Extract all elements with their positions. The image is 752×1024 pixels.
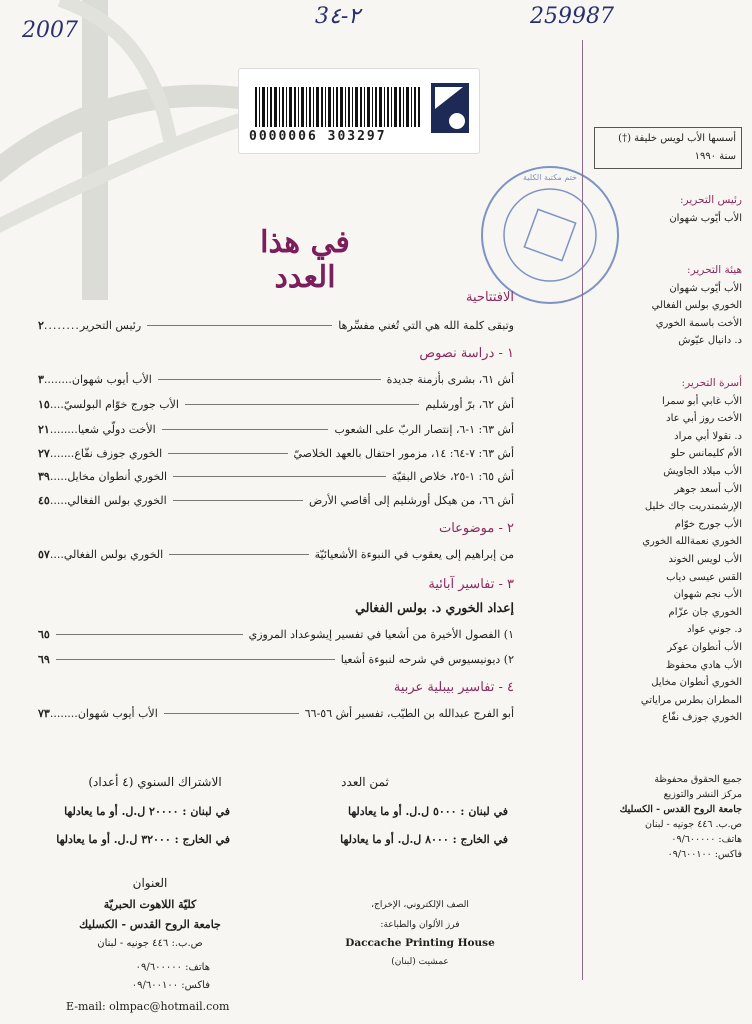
toc-page: ٣ — [38, 372, 44, 386]
page-title: في هذا العدد — [260, 225, 350, 295]
family-member: الأب غابي أبو سمرا — [661, 395, 742, 407]
toc-page: ٦٥ — [38, 627, 50, 641]
publisher-center: مركز النشر والتوزيع — [663, 789, 742, 800]
address-line1: كليّة اللاهوت الحبريّة — [103, 898, 197, 911]
subscription-abroad: في الخارج : ٣٢٠٠٠ ل.ل. أو ما يعادلها — [56, 833, 230, 846]
toc-page: ٤٥ — [38, 493, 50, 507]
price-lebanon: في لبنان : ٥٠٠٠ ل.ل. أو ما يعادلها — [347, 805, 508, 818]
toc-title: أبو الفرج عبدالله بن الطيّب، تفسير أش ٥٦-٦٦ — [304, 706, 514, 720]
printing-house: Daccache Printing House — [345, 937, 495, 949]
toc-subheading: إعداد الخوري د. بولس الفغالي — [355, 600, 514, 615]
board-member: الأخت باسمة الخوري — [655, 317, 742, 329]
toc-row: أش ٦١، بشرى بأزمنة جديدة الأب أيوب شهوان ........ ٣ — [38, 372, 514, 386]
publisher-phone: هاتف: ٠٩/٦٠٠٠٠٠ — [671, 834, 742, 845]
section-heading: الافتتاحية — [466, 290, 514, 305]
family-member: د. نقولا أبي مراد — [674, 430, 742, 442]
family-member: الأخت روز أبي عاد — [666, 413, 742, 425]
address-phone: هاتف: ٠٩/٦٠٠٠٠٠ — [135, 962, 210, 973]
stamp-text: ختم مكتبة الكلية — [522, 173, 578, 182]
toc-page: ٣٩ — [38, 469, 50, 483]
address-heading: العنوان — [132, 876, 168, 890]
publisher-section — [582, 772, 742, 862]
toc-page: ٢١ — [38, 422, 50, 436]
family-member: د. جوني عواد — [687, 624, 742, 636]
toc-page: ١٥ — [38, 397, 50, 411]
chief-editor: الأب أيّوب شهوان — [669, 212, 742, 224]
toc-page: ٥٧ — [38, 547, 50, 561]
toc-title: أش ٦٣: ٧-٦٤: ١٤، مزمور احتفال بالعهد الخلاصيّ — [293, 446, 514, 460]
chief-heading: رئيس التحرير: — [680, 194, 742, 206]
founded-year: سنة ١٩٩٠ — [694, 151, 736, 162]
barcode-label — [238, 68, 480, 154]
board-heading: هيئة التحرير: — [687, 264, 742, 276]
family-member: الخوري جان عزّام — [668, 606, 742, 618]
family-member: الخوري جوزف نفّاع — [662, 712, 742, 724]
family-section — [582, 375, 742, 727]
family-member: الخوري أنطوان مخايل — [651, 677, 742, 689]
toc-title: أش ٦٦، من هيكل أورشليم إلى أقاصي الأرض — [308, 493, 514, 507]
toc-author: الخوري جوزف نفّاع — [74, 446, 163, 460]
family-heading: أسرة التحرير: — [681, 377, 742, 389]
editor-section — [582, 192, 742, 227]
family-member: الأب أنطوان عوكر — [667, 641, 742, 653]
family-member: الأب جورج خوّام — [674, 518, 742, 530]
family-member: الأب أسعد جوهر — [674, 483, 742, 495]
toc-title: أش ٦١، بشرى بأزمنة جديدة — [386, 372, 514, 386]
section-heading: ٣ - تفاسير آبائية — [428, 577, 514, 592]
address-pobox: ص.ب.: ٤٤٦ جونيه - لبنان — [97, 938, 203, 949]
toc-title: ١) الفصول الأخيرة من أشعيا في تفسير إيشوعداد المروزي — [248, 627, 514, 641]
toc-author: الأخت دولّي شعيا — [77, 422, 156, 436]
board-member: الخوري بولس الفغالي — [651, 300, 742, 311]
toc-row: أش ٦٦، من هيكل أورشليم إلى أقاصي الأرض الخوري بولس الفغالي ..... ٤٥ — [38, 493, 514, 507]
toc-row — [38, 650, 514, 668]
toc-title: أش ٦٣: ١-٦، إنتصار الربّ على الشعوب — [334, 422, 514, 436]
family-member: القس عيسى دياب — [666, 571, 742, 583]
printing-line1: الصف الإلكتروني، الإخراج، — [371, 900, 469, 910]
toc-row: أش ٦٥: ١-٢٥، خلاص البقيّة الخوري أنطوان مخايل ..... ٣٩ — [38, 469, 514, 483]
toc-page: ٦٩ — [38, 652, 50, 666]
toc-page: ٢ — [38, 318, 44, 332]
toc-title: ٢) ديونيسيوس في شرحه لنبوءة أشعيا — [340, 652, 514, 666]
family-member: الأب هادي محفوظ — [665, 659, 742, 671]
section-heading: ١ - دراسة نصوص — [419, 346, 514, 361]
toc-title: من إبراهيم إلى يعقوب في النبوءة الأشعيائيّة — [314, 547, 514, 561]
family-member: الإرشمندريت جاك خليل — [644, 501, 742, 513]
founder-box — [594, 127, 742, 169]
toc-title: أش ٦٥: ١-٢٥، خلاص البقيّة — [391, 469, 514, 483]
publisher-fax: فاكس: ٠٩/٦٠٠١٠٠ — [667, 849, 742, 860]
toc-author: الأب أيوب شهوان — [77, 706, 158, 720]
handwritten-number: 259987 — [530, 4, 614, 29]
toc-title: وتبقى كلمة الله هي التي تُغني مفسِّرها — [338, 318, 514, 332]
family-member: الأب نجم شهوان — [673, 589, 742, 601]
address-line2: جامعة الروح القدس - الكسليك — [79, 918, 221, 931]
section-heading: ٢ - موضوعات — [438, 521, 514, 536]
toc-row: أش ٦٢، برّ أورشليم الأب جورج خوّام البولسيّ .... ١٥ — [38, 397, 514, 411]
contact-email[interactable]: E-mail: olmpac@hotmail.com — [66, 1000, 230, 1013]
founder-line: أسسها الأب لويس خليفة (†) — [618, 133, 736, 144]
family-member: الأم كليمانس حلو — [670, 448, 742, 460]
section-heading: ٤ - تفاسير بيبلية عربية — [393, 680, 514, 695]
family-member: المطران بطرس مراياتي — [640, 694, 742, 706]
toc-row: من إبراهيم إلى يعقوب في النبوءة الأشعيائيّة الخوري بولس الفغالي .... ٥٧ — [38, 547, 514, 561]
toc-author: الأب جورج خوّام البولسيّ — [63, 397, 179, 411]
toc-row: أش ٦٣: ٧-٦٤: ١٤، مزمور احتفال بالعهد الخلاصيّ الخوري جوزف نفّاع ....... ٢٧ — [38, 446, 514, 460]
toc-author: الأب أيوب شهوان — [71, 372, 152, 386]
handwritten-year: 2007 — [22, 18, 78, 43]
publisher-pobox: ص.ب. ٤٤٦ جونيه - لبنان — [645, 819, 742, 830]
family-member: الخوري نعمةالله الخوري — [642, 536, 742, 548]
toc-page: ٢٧ — [38, 446, 50, 460]
toc-row: أش ٦٣: ١-٦، إنتصار الربّ على الشعوب الأخت دولّي شعيا ........ ٢١ — [38, 422, 514, 436]
barcode-digits: 0000006 303297 — [249, 129, 387, 144]
publisher-university: جامعة الروح القدس - الكسليك — [619, 804, 742, 815]
address-fax: فاكس: ٠٩/٦٠٠١٠٠ — [131, 980, 210, 991]
family-member: الأب ميلاد الجاويش — [663, 465, 742, 477]
toc-row: وتبقى كلمة الله هي التي تُغني مفسِّرها رئيس التحرير ........ ٢ — [38, 318, 514, 332]
subscription-lebanon: في لبنان : ٢٠٠٠٠ ل.ل. أو ما يعادلها — [64, 805, 230, 818]
toc-author: الخوري بولس الفغالي — [63, 547, 164, 561]
price-abroad: في الخارج : ٨٠٠٠ ل.ل. أو ما يعادلها — [340, 833, 508, 846]
toc-row: أبو الفرج عبدالله بن الطيّب، تفسير أش ٥٦-٦٦ الأب أيوب شهوان ........ ٧٣ — [38, 706, 514, 720]
toc-page: ٧٣ — [38, 706, 50, 720]
board-section — [582, 262, 742, 350]
price-heading: ثمن العدد — [341, 775, 389, 789]
toc-title: أش ٦٢، برّ أورشليم — [425, 397, 514, 411]
family-member: الأب لويس الخوند — [668, 553, 742, 565]
toc-author: الخوري بولس الفغالي — [67, 493, 167, 507]
board-member: د. دانيال عيّوش — [678, 335, 742, 346]
printing-place: عمشيت (لبنان) — [391, 957, 449, 967]
printing-line2: فرز الألوان والطباعة: — [380, 920, 460, 930]
toc-author: رئيس التحرير — [79, 318, 142, 332]
rights-reserved: جميع الحقوق محفوظة — [654, 774, 742, 785]
toc-row — [38, 625, 514, 643]
subscription-heading: الاشتراك السنوي (٤ أعداد) — [88, 775, 222, 789]
toc-author: الخوري أنطوان مخايل — [67, 469, 168, 483]
board-member: الأب أيّوب شهوان — [669, 282, 742, 294]
handwritten-code: 3٢-٤ — [315, 4, 361, 29]
